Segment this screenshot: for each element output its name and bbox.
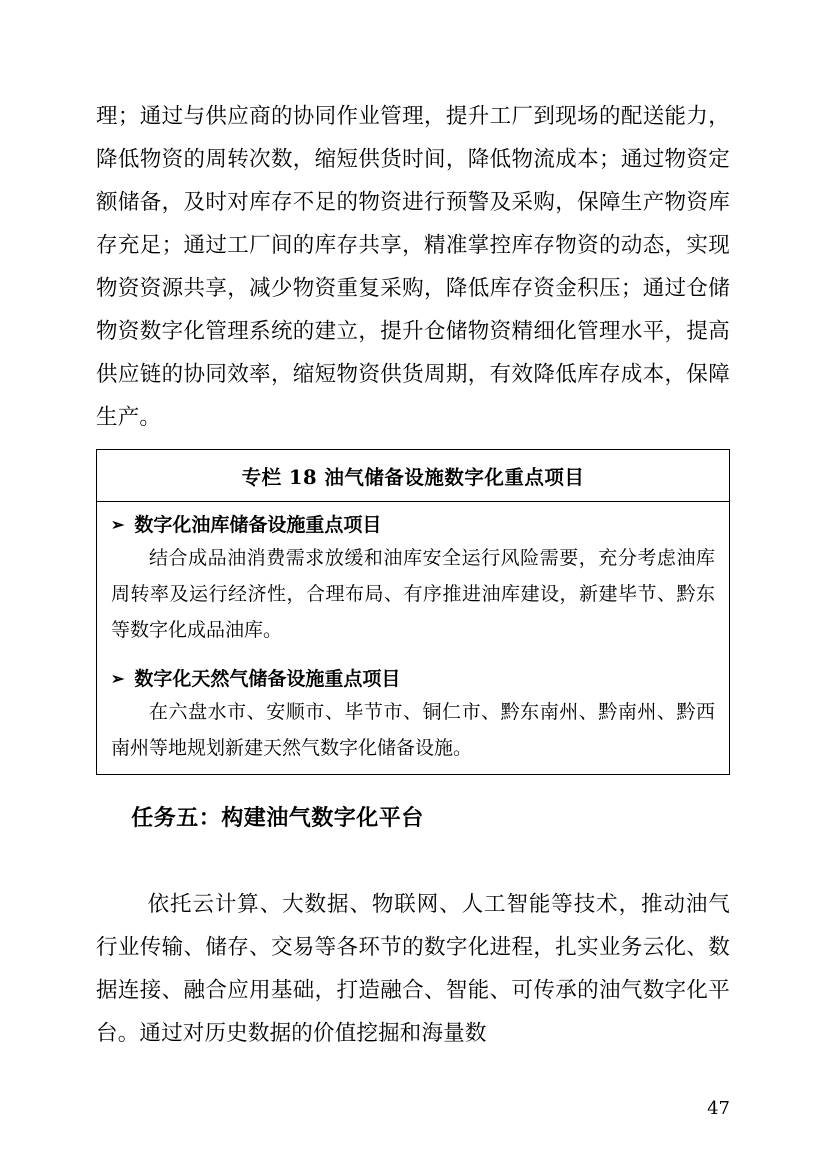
feature-box (96, 449, 730, 775)
bottom-paragraph (96, 840, 730, 1055)
feature-box-heading-1 (111, 510, 715, 540)
feature-box-paragraph-2: 在六盘水市、安顺市、毕节市、铜仁市、黔东南州、黔南州、黔西南州等地规划新建天然气数字化储备设施。 (111, 701, 715, 759)
feature-box-section-2 (97, 656, 729, 774)
page-number: 47 (707, 1098, 730, 1119)
feature-box-section-1 (97, 502, 729, 656)
bottom-paragraph-text: 依托云计算、大数据、物联网、人工智能等技术，推动油气行业传输、储存、交易等各环节的数字化进程，扎实业务云化、数据连接、融合应用基础，打造融合、智能、可传承的油气数字化平台。通过对历史数据的价值挖掘和海量数 (96, 892, 730, 1046)
feature-box-title: 专栏 18 油气储备设施数字化重点项目 (97, 450, 729, 502)
task-heading: 任务五：构建油气数字化平台 (131, 805, 424, 831)
top-paragraph: 理；通过与供应商的协同作业管理，提升工厂到现场的配送能力，降低物资的周转次数，缩短供货时间，降低物流成本；通过物资定额储备，及时对库存不足的物资进行预警及采购，保障生产物资库存充足；通过工厂间的库存共享，精准掌控库存物资的动态，实现物资资源共享，减少物资重复采购，降低库存资金积压；通过仓储物资数字化管理系统的建立，提升仓储物资精细化管理水平，提高供应链的协同效率，缩短物资供货周期，有效降低库存成本，保障生产。 (96, 104, 730, 430)
feature-box-heading-2 (111, 664, 715, 694)
feature-box-heading-1-label: 数字化油库储备设施重点项目 (134, 514, 382, 536)
feature-box-heading-2-label: 数字化天然气储备设施重点项目 (134, 668, 401, 690)
arrow-bullet-icon: ➢ (111, 515, 125, 534)
feature-box-paragraph-1: 结合成品油消费需求放缓和油库安全运行风险需要，充分考虑油库周转率及运行经济性，合理布局、有序推进油库建设，新建毕节、黔东等数字化成品油库。 (111, 547, 715, 641)
arrow-bullet-icon: ➢ (111, 669, 125, 688)
